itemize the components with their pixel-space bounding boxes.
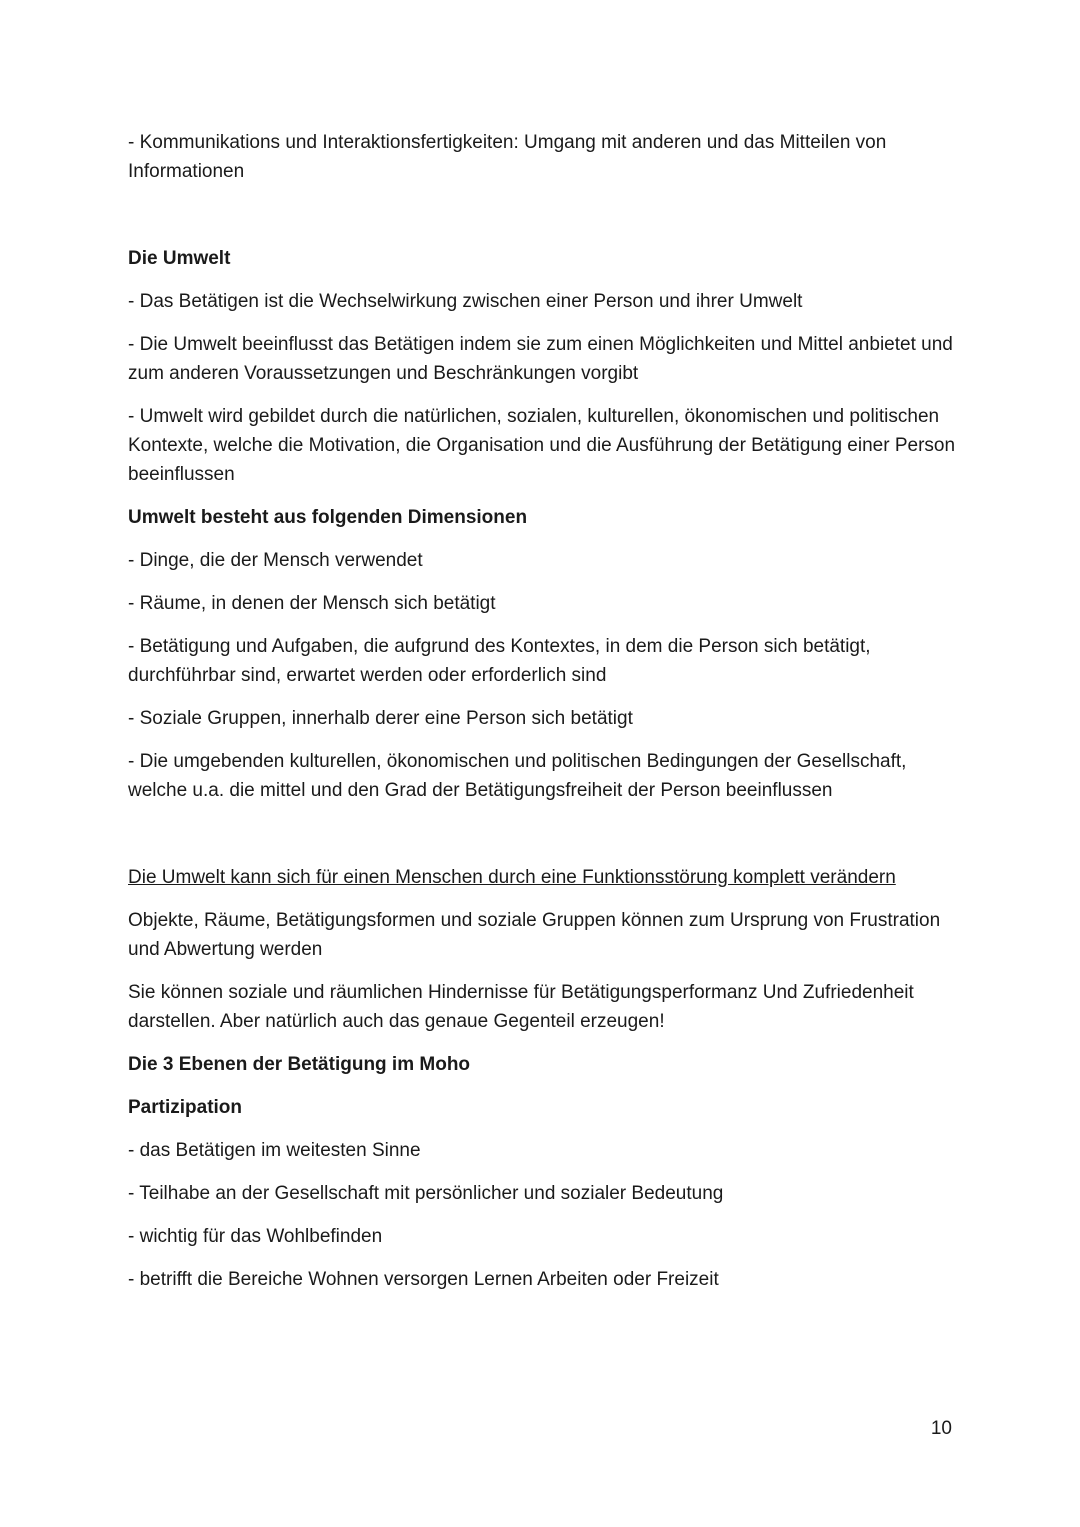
veraenderung-paragraph: Sie können soziale und räumlichen Hindernisse für Betätigungsperformanz Und Zufriedenheit darstellen. Aber natürlich auch das genaue Gegenteil erzeugen! bbox=[128, 982, 914, 1032]
umwelt-item: - Die Umwelt beeinflusst das Betätigen indem sie zum einen Möglichkeiten und Mittel anbietet und zum anderen Voraussetzungen und Beschränkungen vorgibt bbox=[128, 334, 953, 384]
veraenderung-heading: Die Umwelt kann sich für einen Menschen durch eine Funktionsstörung komplett verändern bbox=[128, 867, 896, 888]
partizipation-item: - betrifft die Bereiche Wohnen versorgen Lernen Arbeiten oder Freizeit bbox=[128, 1269, 719, 1290]
dimension-item: - Betätigung und Aufgaben, die aufgrund des Kontextes, in dem die Person sich betätigt, durchführbar sind, erwartet werden oder erforderlich sind bbox=[128, 636, 871, 686]
partizipation-heading: Partizipation bbox=[128, 1097, 243, 1118]
dimension-item: - Räume, in denen der Mensch sich betätigt bbox=[128, 593, 496, 614]
dimension-item: - Soziale Gruppen, innerhalb derer eine Person sich betätigt bbox=[128, 708, 633, 729]
veraenderung-paragraph: Objekte, Räume, Betätigungsformen und soziale Gruppen können zum Ursprung von Frustration und Abwertung werden bbox=[128, 910, 941, 960]
document-body bbox=[128, 128, 958, 1308]
partizipation-item: - Teilhabe an der Gesellschaft mit persönlicher und sozialer Bedeutung bbox=[128, 1183, 724, 1204]
dimension-item: - Die umgebenden kulturellen, ökonomischen und politischen Bedingungen der Gesellschaft, welche u.a. die mittel und den Grad der Betätigungsfreiheit der Person beeinflussen bbox=[128, 751, 907, 801]
page-number: 10 bbox=[930, 1418, 952, 1439]
umwelt-heading: Die Umwelt bbox=[128, 248, 231, 269]
umwelt-item: - Das Betätigen ist die Wechselwirkung zwischen einer Person und ihrer Umwelt bbox=[128, 291, 803, 312]
skills-paragraph: - Kommunikations und Interaktionsfertigkeiten: Umgang mit anderen und das Mitteilen von Informationen bbox=[128, 132, 887, 182]
partizipation-item: - das Betätigen im weitesten Sinne bbox=[128, 1140, 421, 1161]
umwelt-item: - Umwelt wird gebildet durch die natürlichen, sozialen, kulturellen, ökonomischen und politischen Kontexte, welche die Motivation, die Organisation und die Ausführung der Betätigung einer Person beeinflussen bbox=[128, 406, 956, 485]
ebenen-heading: Die 3 Ebenen der Betätigung im Moho bbox=[128, 1054, 471, 1075]
dimensionen-heading: Umwelt besteht aus folgenden Dimensionen bbox=[128, 507, 528, 528]
partizipation-item: - wichtig für das Wohlbefinden bbox=[128, 1226, 383, 1247]
dimension-item: - Dinge, die der Mensch verwendet bbox=[128, 550, 423, 571]
